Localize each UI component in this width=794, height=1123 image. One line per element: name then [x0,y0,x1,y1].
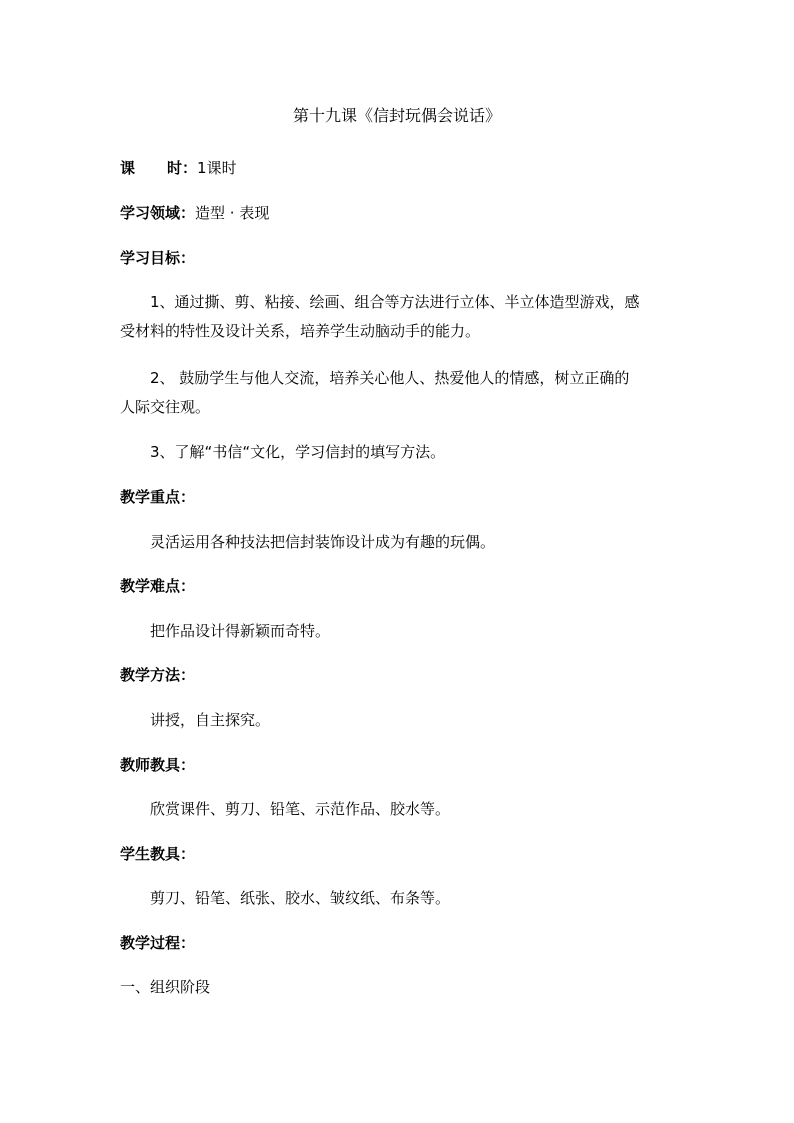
objectives-heading: 学习目标： [120,249,196,267]
domain-row [120,203,269,223]
method-heading: 教学方法： [120,666,196,684]
teacher-tools-text: 欣赏课件、剪刀、铅笔、示范作品、胶水等。 [150,800,451,818]
objective-1-line-1: 1、通过撕、剪、粘接、绘画、组合等方法进行立体、半立体造型游戏，感 [150,293,640,311]
objective-2-line-2: 人际交往观。 [120,398,211,416]
method-text: 讲授，自主探究。 [150,711,271,729]
process-step-1: 一、组织阶段 [120,978,211,996]
domain-label: 学习领域： [120,204,196,222]
difficulty-text: 把作品设计得新颖而奇特。 [150,622,331,640]
objective-3: 3、了解“书信“文化，学习信封的填写方法。 [150,443,446,461]
page-title: 第十九课《信封玩偶会说话》 [292,106,501,125]
key-point-heading: 教学重点： [120,488,196,506]
class-time-row [120,158,237,178]
domain-value: 造型 · 表现 [195,204,270,222]
difficulty-heading: 教学难点： [120,577,196,595]
class-time-label-b: 时： [167,159,198,177]
class-time-label-a: 课 [120,159,136,177]
teacher-tools-heading: 教师教具： [120,756,196,774]
student-tools-text: 剪刀、铅笔、纸张、胶水、皱纹纸、布条等。 [150,889,451,907]
objective-1-line-2: 受材料的特性及设计关系，培养学生动脑动手的能力。 [120,322,481,340]
objective-2-line-1: 2、 鼓励学生与他人交流，培养关心他人、热爱他人的情感，树立正确的 [150,369,630,387]
key-point-text: 灵活运用各种技法把信封装饰设计成为有趣的玩偶。 [150,533,496,551]
class-time-value: 1课时 [197,159,237,177]
process-heading: 教学过程： [120,934,196,952]
student-tools-heading: 学生教具： [120,845,196,863]
